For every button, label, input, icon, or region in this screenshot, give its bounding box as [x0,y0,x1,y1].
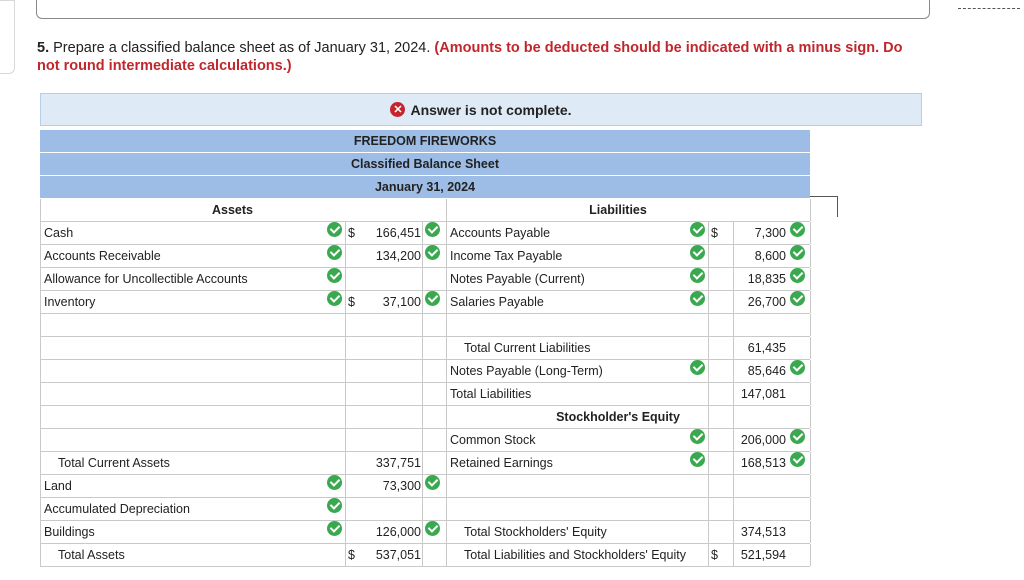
answer-status-text: Answer is not complete. [410,101,572,118]
liabilities-header: Liabilities [589,203,647,217]
assets-header: Assets [212,203,253,217]
table-row [40,452,810,475]
check-icon [690,360,705,375]
table-row [40,521,810,544]
liability-label[interactable]: Income Tax Payable [450,249,563,263]
liability-amount[interactable]: 61,435 [747,341,786,355]
asset-label[interactable]: Total Current Assets [58,456,170,470]
check-icon [425,245,440,260]
asset-amount[interactable]: 337,751 [375,456,421,470]
table-row [40,498,810,521]
check-icon [327,475,342,490]
asset-amount[interactable]: 537,051 [375,548,421,562]
table-row [40,406,810,429]
asset-label[interactable]: Cash [44,226,74,240]
check-icon [790,429,805,444]
previous-answer-box [36,0,930,19]
liability-amount[interactable]: 7,300 [754,226,786,240]
liability-label[interactable]: Common Stock [450,433,536,447]
liability-label[interactable]: Total Liabilities [450,387,532,401]
question-text: Prepare a classified balance sheet as of January 31, 2024. [53,40,431,56]
asset-label[interactable]: Accounts Receivable [44,249,161,263]
check-icon [425,222,440,237]
liability-amount[interactable]: 374,513 [740,525,786,539]
table-row [40,268,810,291]
asset-label[interactable]: Accumulated Depreciation [44,502,190,516]
answer-status-bar [40,93,922,126]
table-row [40,337,810,360]
liability-amount[interactable]: 206,000 [740,433,786,447]
table-row [40,475,810,498]
table-corner-border [810,196,838,217]
asset-amount[interactable]: 134,200 [375,249,421,263]
check-icon [327,222,342,237]
liability-label[interactable]: Notes Payable (Long-Term) [450,364,603,378]
check-icon [790,452,805,467]
left-panel-edge [0,0,15,74]
question-number: 5. [37,40,50,56]
check-icon [690,291,705,306]
check-icon [327,268,342,283]
asset-currency: $ [348,226,355,240]
check-icon [690,429,705,444]
section-header-row [40,199,810,222]
balance-sheet-table [40,130,810,567]
check-icon [690,245,705,260]
check-icon [790,245,805,260]
table-row [40,245,810,268]
liability-amount[interactable]: 18,835 [747,272,786,286]
liability-amount[interactable]: 26,700 [747,295,786,309]
asset-currency: $ [348,548,355,562]
table-row [40,429,810,452]
liability-label[interactable]: Retained Earnings [450,456,553,470]
scroll-indicator [958,0,1020,9]
check-icon [425,475,440,490]
statement-date: January 31, 2024 [40,176,810,199]
check-icon [327,245,342,260]
table-row [40,383,810,406]
liability-currency: $ [711,548,718,562]
table-row [40,314,810,337]
asset-label[interactable]: Land [44,479,72,493]
liability-label[interactable]: Total Liabilities and Stockholders' Equity [464,548,686,562]
table-row [40,222,810,245]
check-icon [327,291,342,306]
asset-label[interactable]: Buildings [44,525,95,539]
asset-amount[interactable]: 166,451 [375,226,421,240]
liability-amount[interactable]: 168,513 [740,456,786,470]
check-icon [790,360,805,375]
check-icon [690,452,705,467]
table-row [40,544,810,567]
liability-amount[interactable]: 147,081 [740,387,786,401]
check-icon [690,268,705,283]
check-icon [327,498,342,513]
table-row [40,360,810,383]
incomplete-x-icon: ✕ [390,102,405,117]
check-icon [790,268,805,283]
liability-amount[interactable]: 8,600 [754,249,786,263]
asset-amount[interactable]: 73,300 [382,479,421,493]
check-icon [690,222,705,237]
liability-currency: $ [711,226,718,240]
asset-label[interactable]: Inventory [44,295,96,309]
check-icon [425,521,440,536]
asset-amount[interactable]: 37,100 [382,295,421,309]
question-prompt [37,39,917,75]
asset-label[interactable]: Allowance for Uncollectible Accounts [44,272,248,286]
check-icon [425,291,440,306]
question-instruction: (Amounts to be deducted should be indicated with a minus sign. Do not round intermediate calculations.) [37,40,903,74]
equity-header: Stockholder's Equity [556,410,680,424]
liability-label[interactable]: Total Current Liabilities [464,341,591,355]
check-icon [327,521,342,536]
liability-label[interactable]: Accounts Payable [450,226,551,240]
liability-label[interactable]: Salaries Payable [450,295,544,309]
asset-currency: $ [348,295,355,309]
liability-amount[interactable]: 85,646 [747,364,786,378]
asset-label[interactable]: Total Assets [58,548,125,562]
liability-label[interactable]: Total Stockholders' Equity [464,525,607,539]
company-name: FREEDOM FIREWORKS [40,130,810,153]
asset-amount[interactable]: 126,000 [375,525,421,539]
check-icon [790,291,805,306]
check-icon [790,222,805,237]
liability-amount[interactable]: 521,594 [740,548,786,562]
statement-title: Classified Balance Sheet [40,153,810,176]
table-row [40,291,810,314]
liability-label[interactable]: Notes Payable (Current) [450,272,585,286]
